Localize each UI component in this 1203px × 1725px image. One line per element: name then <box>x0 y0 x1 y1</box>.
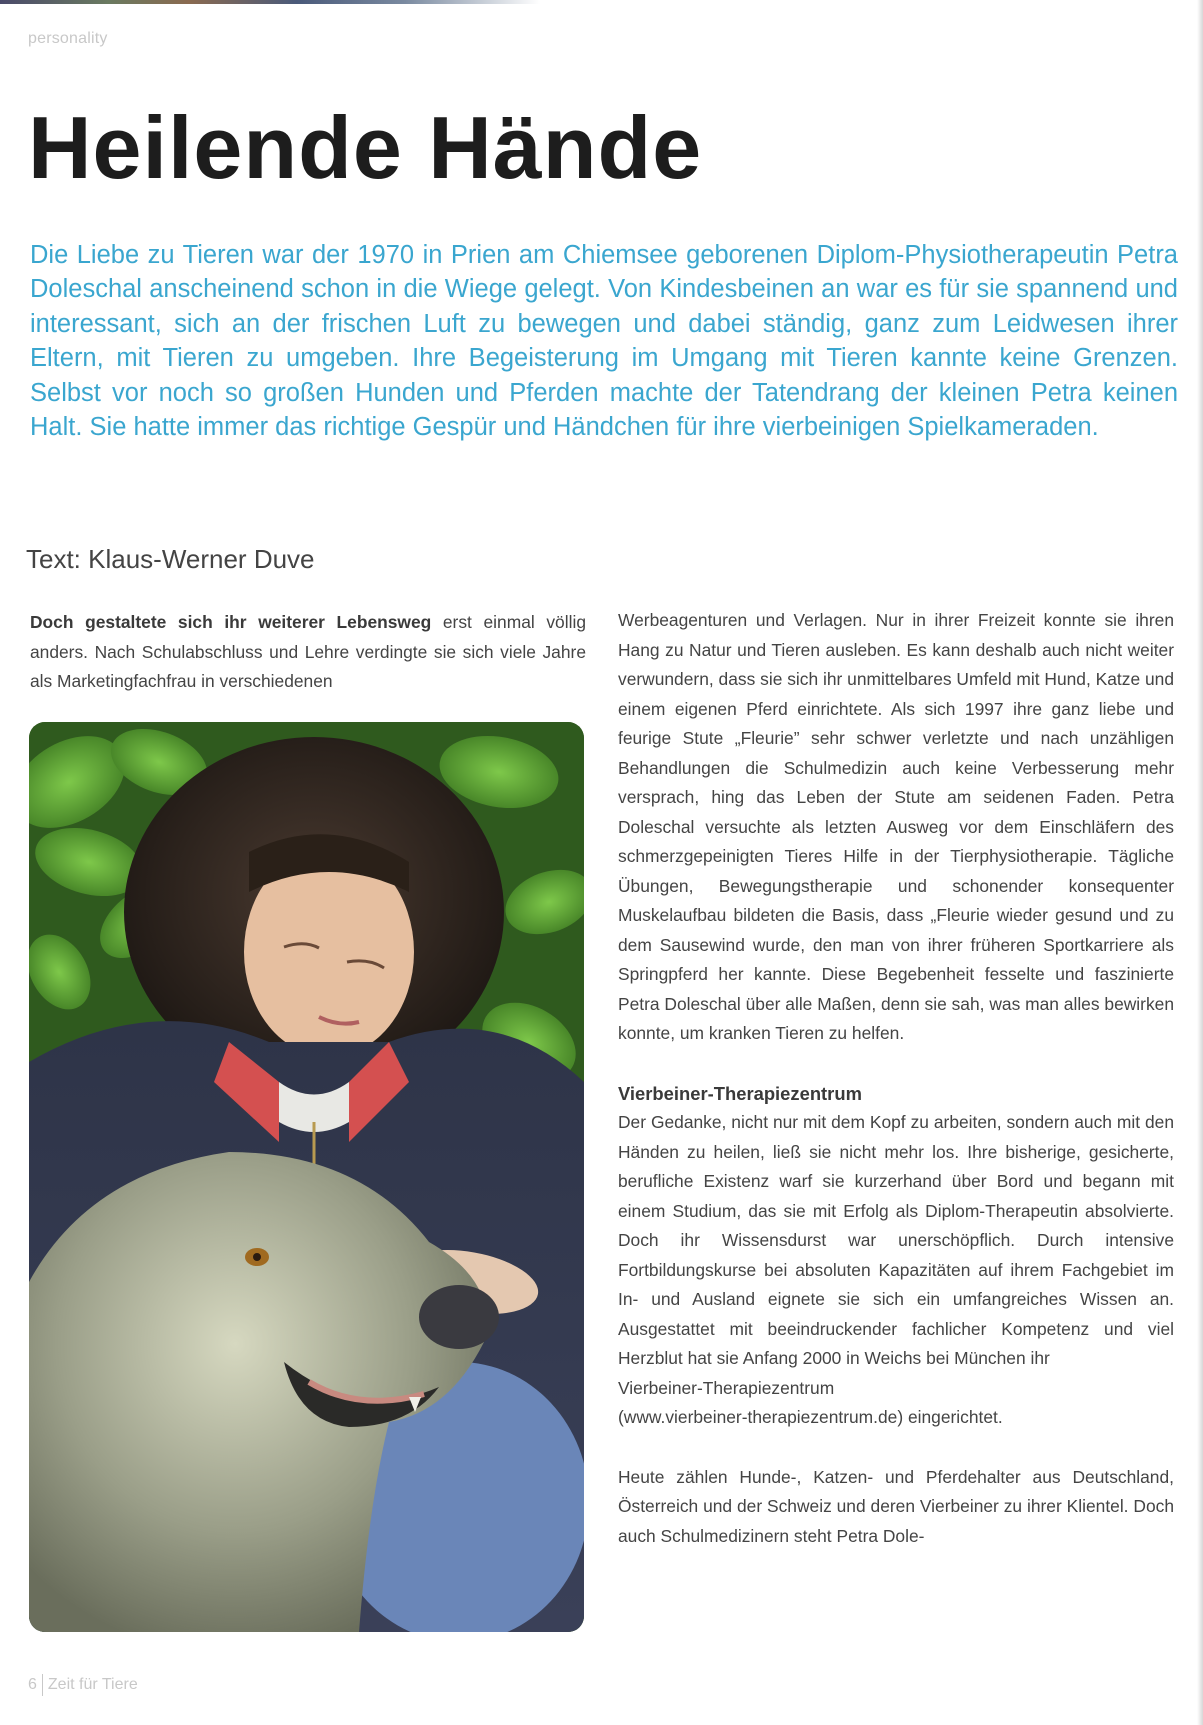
page-footer <box>28 1674 138 1696</box>
photo-illustration <box>29 722 584 1632</box>
body-line-center-name: Vierbeiner-Therapiezentrum <box>618 1377 835 1398</box>
page-number: 6 <box>28 1676 37 1693</box>
body-paragraph: Heute zählen Hunde-, Katzen- und Pferdehalter aus Deutschland, Österreich und der Schweiz und deren Vierbeiner zu ihrer Klientel. Doch auch Schulmedizinern steht Petra Dole- <box>618 1466 1174 1546</box>
article-title: Heilende Hände <box>28 98 703 197</box>
lead-rest: erst einmal völlig anders. Nach Schulabschluss und Lehre verdingte sie sich viele Jahre als Marketingfachfrau in verschiedenen <box>30 612 586 692</box>
subheading: Vierbeiner-Therapiezentrum <box>618 1082 862 1104</box>
body-paragraph: Der Gedanke, nicht nur mit dem Kopf zu arbeiten, sondern auch mit den Händen zu heilen, ließ sie nicht mehr los. Ihre bisherige, gesicherte, berufliche Existenz warf sie kurzerhand über Bord und begann mit einem Studium, das sie mit Erfolg als Diplom-Therapeutin absolvierte. Doch ihr Wissensdurst war unerschöpflich. Durch intensive Fortbildungskurse bei absoluten Kapazitäten auf ihrem Fachgebiet im In- und Ausland eignete sie sich ein umfangreiches Wissen an. Ausgestattet mit beeindruckender fachlicher Kompetenz und viel Herzblut hat sie Anfang 2000 in Weichs bei München ihr <box>618 1112 1174 1368</box>
section-label: personality <box>28 30 108 47</box>
footer-divider <box>42 1674 43 1696</box>
top-color-strip <box>0 0 540 4</box>
lead-bold: Doch gestaltete sich ihr weiterer Lebensweg <box>30 612 432 632</box>
right-column <box>618 606 1174 1551</box>
page-binding-edge <box>1197 0 1203 1725</box>
magazine-name: Zeit für Tiere <box>47 1676 138 1693</box>
left-column <box>30 608 586 697</box>
article-intro: Die Liebe zu Tieren war der 1970 in Prien am Chiemsee geborenen Diplom-Physiotherapeutin Petra Doleschal anscheinend schon in die Wiege gelegt. Von Kindesbeinen an war es für sie spannend und interessant, sich an der frischen Luft zu bewegen und dabei ständig, ganz zum Leidwesen ihrer Eltern, mit Tieren zu umgeben. Ihre Begeisterung im Umgang mit Tieren kannte keine Grenzen. Selbst vor noch so großen Hunden und Pferden machte der Tatendrang der kleinen Petra keinen Halt. Sie hatte immer das richtige Gespür und Händchen für ihre vierbeinigen Spielkameraden. <box>30 241 1178 442</box>
dog-nose <box>419 1285 499 1349</box>
body-line-url: (www.vierbeiner-therapiezentrum.de) eingerichtet. <box>618 1407 1003 1427</box>
photo-woman-with-dog <box>29 722 584 1632</box>
body-paragraph: Werbeagenturen und Verlagen. Nur in ihrer Freizeit konnte sie ihren Hang zu Natur und Tieren ausleben. Es kann deshalb auch nicht weiter verwundern, dass sie sich ihr unmittelbares Umfeld mit Hund, Katze und einem eigenen Pferd einrichtete. Als sich 1997 ihre ganz liebe und feurige Stute „Fleurie” sehr schwer verletzte und nach unzähligen Behandlungen die Schulmedizin auch keine Verbesserung mehr versprach, hing das Leben der Stute am seidenen Faden. Petra Doleschal versuchte als letzten Ausweg vor dem Einschläfern des schmerzgepeinigten Tieres Hilfe in der Tierphysiotherapie. Tägliche Übungen, Bewegungstherapie und schonender konsequenter Muskelaufbau bildeten die Basis, dass „Fleurie wieder gesund und zu dem Sausewind wurde, den man von ihrer früheren Sportkarriere als Springpferd her kannte. Diese Begebenheit fesselte und faszinierte Petra Doleschal über alle Maßen, denn sie sah, was man alles bewirken konnte, um kranken Tieren zu helfen. <box>618 610 1174 1043</box>
article-byline: Text: Klaus-Werner Duve <box>26 544 315 574</box>
lead-paragraph <box>30 608 586 697</box>
